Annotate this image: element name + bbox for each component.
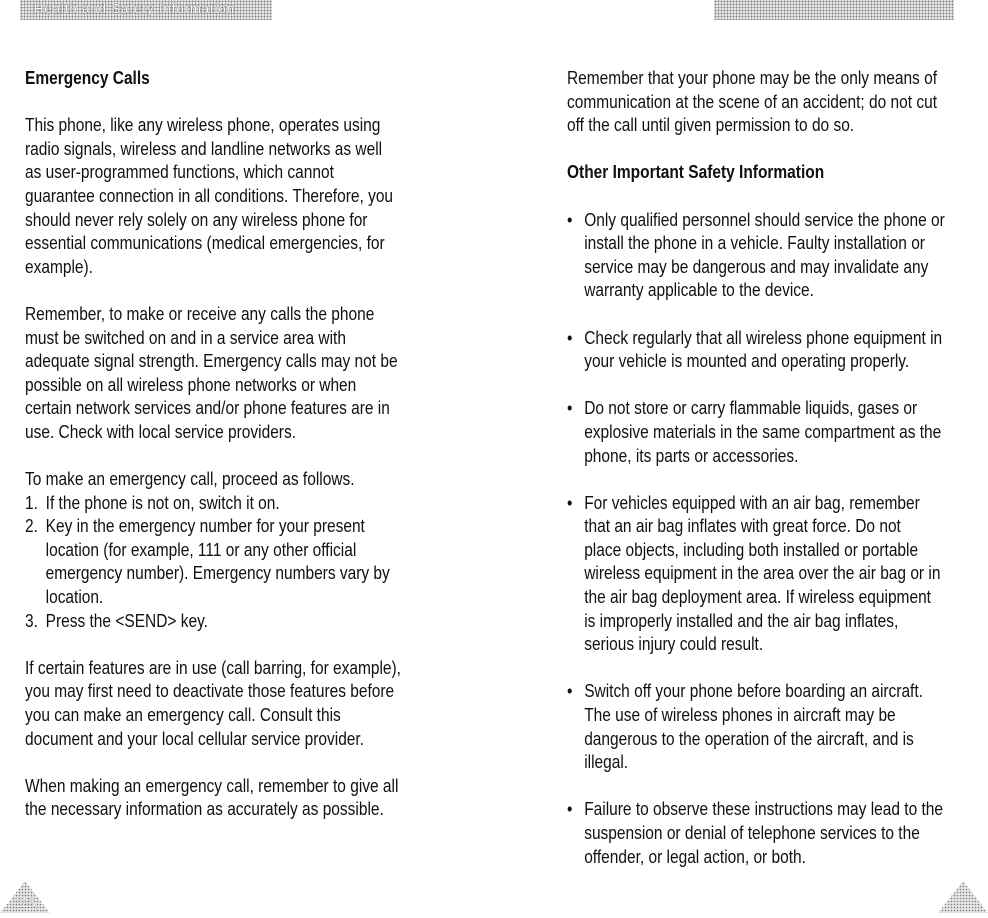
text-line: wireless equipment in the area over the air bag or in	[584, 563, 941, 584]
text-line: radio signals, wireless and landline networks as well	[25, 138, 383, 159]
text-line: Remember that your phone may be the only means of	[567, 68, 938, 88]
text-line: serious injury could result.	[584, 634, 764, 655]
text-line: If the phone is not on, switch it on.	[45, 492, 280, 513]
text-line: location.	[45, 587, 104, 608]
emergency-steps-list	[25, 492, 421, 634]
step-number: 2.	[25, 516, 38, 537]
text-line: If certain features are in use (call barring, for example),	[25, 657, 401, 678]
text-line: you may first need to deactivate those features before	[25, 681, 395, 702]
text-line: Failure to observe these instructions may lead to the	[584, 799, 944, 820]
info-paragraph	[25, 775, 421, 822]
text-line: When making an emergency call, remember to give all	[25, 775, 399, 796]
page-corner-right-icon	[938, 879, 988, 913]
bullet-icon: •	[567, 398, 573, 419]
text-line: adequate signal strength. Emergency calls may not be	[25, 351, 398, 372]
text-line: Do not store or carry flammable liquids, gases or	[584, 398, 918, 419]
text-line: the necessary information as accurately as possible.	[25, 799, 384, 820]
text-line: Key in the emergency number for your present	[45, 516, 365, 537]
text-line: This phone, like any wireless phone, operates using	[25, 115, 381, 136]
page-number: 126	[14, 895, 36, 910]
text-line: as user-programmed functions, which cannot	[25, 162, 334, 183]
text-line: off the call until given permission to do so.	[567, 115, 855, 136]
text-line: must be switched on and in a service area with	[25, 327, 346, 348]
bullet-icon: •	[567, 681, 573, 702]
text-line: Remember, to make or receive any calls the phone	[25, 303, 375, 324]
text-line: your vehicle is mounted and operating properly.	[584, 351, 910, 372]
text-line: phone, its parts or accessories.	[584, 445, 799, 466]
text-line: you can make an emergency call. Consult this	[25, 705, 341, 726]
text-line: example).	[25, 256, 93, 277]
step-number: 3.	[25, 610, 38, 631]
text-line: dangerous to the operation of the aircraft, and is	[584, 728, 914, 749]
list-item	[25, 610, 421, 634]
text-line: Press the <SEND> key.	[45, 610, 208, 631]
features-paragraph	[25, 657, 421, 751]
bullet-icon: •	[567, 492, 573, 513]
text-line: warranty applicable to the device.	[584, 280, 814, 301]
text-line: use. Check with local service providers.	[25, 421, 297, 442]
list-item	[567, 397, 963, 468]
section-title: Health and Safety Information	[34, 1, 235, 16]
text-line: certain network services and/or phone features are in	[25, 398, 390, 419]
list-item	[25, 515, 421, 609]
text-line: The use of wireless phones in aircraft may be	[584, 705, 896, 726]
list-item	[567, 798, 963, 869]
remember-paragraph	[25, 303, 421, 445]
text-line: is improperly installed and the air bag inflates,	[584, 610, 899, 631]
spacer	[567, 374, 963, 398]
spacer	[567, 303, 963, 327]
text-line: For vehicles equipped with an air bag, remember	[584, 492, 920, 513]
bullet-icon: •	[567, 209, 573, 230]
text-line: illegal.	[584, 752, 629, 773]
list-item	[567, 209, 963, 303]
list-item	[567, 492, 963, 657]
safety-bullets-list	[567, 209, 963, 870]
text-line: explosive materials in the same compartment as the	[584, 421, 942, 442]
text-line: offender, or legal action, or both.	[584, 846, 806, 867]
intro-paragraph	[25, 114, 421, 279]
text-line: the air bag deployment area. If wireless equipment	[584, 587, 931, 608]
text-line: communication at the scene of an accident; do not cut	[567, 91, 938, 112]
left-column	[25, 0, 421, 822]
bullet-icon: •	[567, 799, 573, 820]
text-line: Switch off your phone before boarding an aircraft.	[584, 681, 923, 702]
bullet-icon: •	[567, 327, 573, 348]
list-item	[567, 327, 963, 374]
step-number: 1.	[25, 492, 38, 513]
spacer	[567, 657, 963, 681]
text-line: emergency number). Emergency numbers vary by	[45, 563, 390, 584]
list-item	[567, 680, 963, 774]
text-line: that an air bag inflates with great force. Do not	[584, 516, 901, 537]
remember-paragraph	[567, 67, 963, 138]
text-line: service may be dangerous and may invalidate any	[584, 256, 929, 277]
text-line: guarantee connection in all conditions. Therefore, you	[25, 185, 394, 206]
list-item	[25, 492, 421, 516]
text-line: Only qualified personnel should service the phone or	[584, 209, 945, 230]
page-corner-left-icon	[0, 879, 50, 913]
text-line: install the phone in a vehicle. Faulty installation or	[584, 233, 925, 254]
right-column	[567, 0, 963, 869]
emergency-calls-heading: Emergency Calls	[25, 68, 150, 88]
text-line: Check regularly that all wireless phone equipment in	[584, 327, 943, 348]
spacer	[567, 468, 963, 492]
text-line: document and your local cellular service provider.	[25, 728, 365, 749]
spacer	[567, 775, 963, 799]
text-line: should never rely solely on any wireless phone for	[25, 209, 368, 230]
steps-intro: To make an emergency call, proceed as follows.	[25, 469, 355, 490]
safety-info-heading: Other Important Safety Information	[567, 162, 825, 183]
text-line: suspension or denial of telephone services to the	[584, 823, 920, 843]
text-line: essential communications (medical emergencies, for	[25, 233, 385, 254]
text-line: place objects, including both installed or portable	[584, 539, 919, 560]
text-line: location (for example, 111 or any other official	[45, 539, 357, 560]
text-line: possible on all wireless phone networks or when	[25, 374, 357, 395]
